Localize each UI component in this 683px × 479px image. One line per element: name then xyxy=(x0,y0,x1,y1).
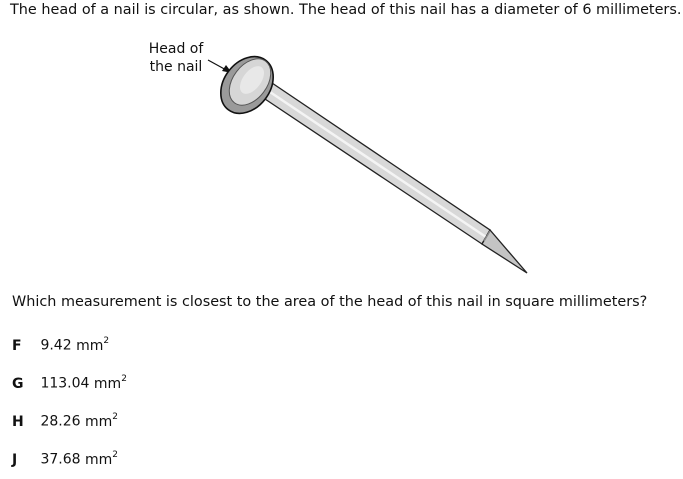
option-value: 9.42 xyxy=(40,337,72,354)
option-unit: $mm^2$ xyxy=(76,336,110,354)
answer-option-h[interactable] xyxy=(12,413,118,430)
option-unit: $mm^2$ xyxy=(85,412,119,430)
nail-illustration xyxy=(0,30,683,280)
answer-option-f[interactable] xyxy=(12,337,109,354)
callout-line-1: Head of xyxy=(148,41,204,57)
option-letter: G xyxy=(12,375,24,392)
question-prompt: Which measurement is closest to the area of the head of this nail in square millimeters? xyxy=(12,294,648,310)
option-unit: $mm^2$ xyxy=(93,374,127,392)
option-value: 28.26 xyxy=(40,413,81,430)
nail-head xyxy=(210,46,284,123)
head-callout-label xyxy=(136,40,216,76)
nail-shank xyxy=(262,83,527,273)
option-letter: F xyxy=(12,337,22,354)
callout-line-2: the nail xyxy=(149,59,203,75)
answer-option-g[interactable] xyxy=(12,375,127,392)
option-unit: $mm^2$ xyxy=(85,450,119,468)
option-value: 37.68 xyxy=(40,451,81,468)
option-value: 113.04 xyxy=(40,375,90,392)
option-letter: J xyxy=(12,451,18,468)
option-letter: H xyxy=(12,413,24,430)
nail-figure xyxy=(0,30,683,280)
question-intro: The head of a nail is circular, as shown. The head of this nail has a diameter of 6 millimeters. xyxy=(10,2,682,18)
answer-option-j[interactable] xyxy=(12,451,118,468)
